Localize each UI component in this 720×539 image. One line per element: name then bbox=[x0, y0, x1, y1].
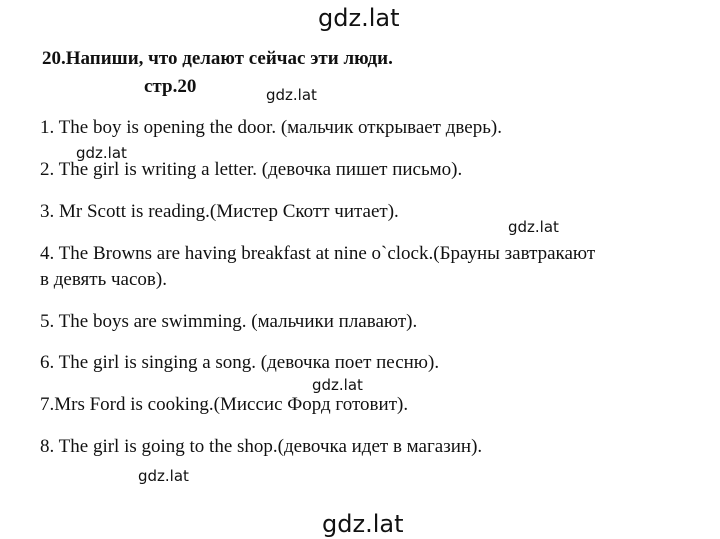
answer-line-4: 4. The Browns are having breakfast at nine o`clock.(Брауны завтракают bbox=[40, 243, 596, 264]
task-title: 20.Напиши, что делают сейчас эти люди. bbox=[42, 48, 393, 69]
watermark: gdz.lat bbox=[138, 467, 189, 485]
answer-line-5: 5. The boys are swimming. (мальчики плавают). bbox=[40, 311, 418, 332]
watermark-bottom: gdz.lat bbox=[322, 510, 404, 538]
watermark: gdz.lat bbox=[76, 144, 127, 162]
answer-line-7: 7.Mrs Ford is cooking.(Миссис Форд готовит). bbox=[40, 394, 409, 415]
task-page: стр.20 bbox=[144, 76, 197, 97]
answer-line-3: 3. Mr Scott is reading.(Мистер Скотт читает). bbox=[40, 201, 399, 222]
answer-line-2: 2. The girl is writing a letter. (девочка пишет письмо). bbox=[40, 159, 463, 180]
answer-line-1: 1. The boy is opening the door. (мальчик открывает дверь). bbox=[40, 117, 502, 138]
watermark: gdz.lat bbox=[508, 218, 559, 236]
answer-line-8: 8. The girl is going to the shop.(девочка идет в магазин). bbox=[40, 436, 483, 457]
answer-line-6: 6. The girl is singing a song. (девочка поет песню). bbox=[40, 352, 440, 373]
watermark-top: gdz.lat bbox=[318, 4, 400, 32]
answer-line-4-cont: в девять часов). bbox=[40, 269, 167, 290]
watermark: gdz.lat bbox=[312, 376, 363, 394]
watermark: gdz.lat bbox=[266, 86, 317, 104]
